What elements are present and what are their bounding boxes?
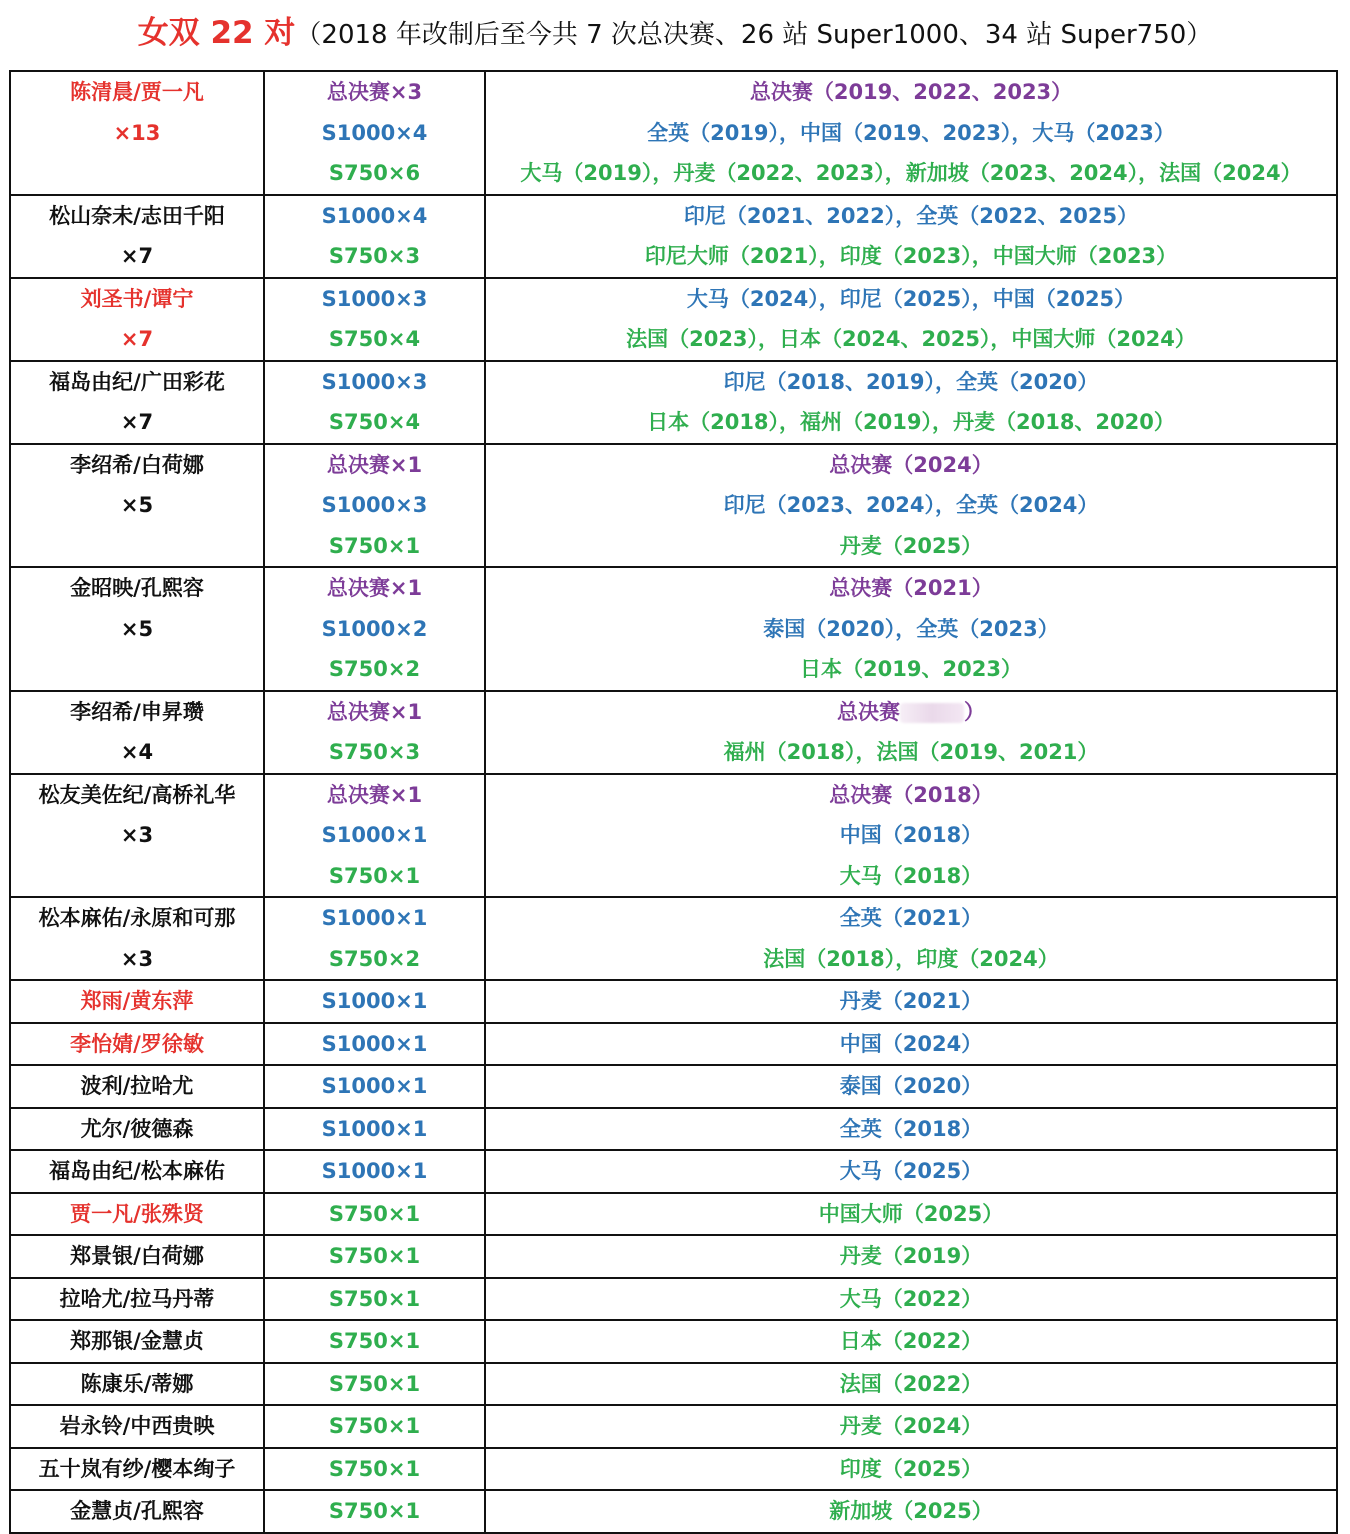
tournament-detail: 日本（2018），福州（2019），丹麦（2018、2020） (647, 410, 1175, 434)
detail-cell (485, 1448, 1337, 1491)
category-label: S750×2 (328, 657, 421, 681)
blurred-watermark (900, 703, 964, 723)
category-label: S750×3 (328, 244, 421, 268)
tournament-detail: 总决赛（2021） (829, 576, 993, 600)
pair-name: 贾一凡/张殊贤 (70, 1201, 204, 1226)
category-label: S1000×1 (321, 906, 428, 930)
category-cell (264, 361, 485, 444)
pair-cell (10, 691, 264, 774)
tournament-detail: 丹麦（2021） (839, 989, 983, 1013)
pair-title-count: ×7 (120, 327, 154, 351)
detail-cell (485, 1363, 1337, 1406)
tournament-detail: 印尼（2018、2019），全英（2020） (723, 369, 1099, 394)
pair-title-count: ×7 (120, 410, 154, 434)
category-label: S750×1 (328, 1286, 421, 1311)
tournament-detail: 丹麦（2025） (839, 533, 983, 558)
category-cell (264, 195, 485, 278)
table-row (10, 278, 1337, 361)
pair-cell (10, 1108, 264, 1151)
pair-name: 松本麻佑/永原和可那 (38, 906, 236, 930)
title-subtitle: （2018 年改制后至今共 7 次总决赛、26 站 Super1000、34 站 Super750） (295, 20, 1213, 50)
detail-cell (485, 444, 1337, 568)
table-row (10, 1023, 1337, 1066)
table-row (10, 567, 1337, 691)
pair-title-count: ×5 (120, 616, 154, 641)
category-cell (264, 774, 485, 898)
pair-name: 松友美佐纪/高桥礼华 (38, 782, 236, 807)
tournament-detail: 总决赛（2024） (829, 452, 993, 477)
tournament-detail: 丹麦（2019） (839, 1244, 983, 1268)
tournament-detail: 大马（2024），印尼（2025），中国（2025） (686, 286, 1136, 311)
pair-name: 郑那银/金慧贞 (70, 1329, 204, 1353)
pair-name: 波利/拉哈尤 (80, 1074, 194, 1098)
pair-name: 福岛由纪/广田彩花 (49, 369, 225, 394)
table-row (10, 1065, 1337, 1108)
pair-title-count: ×4 (120, 740, 154, 764)
category-label: S1000×3 (321, 493, 428, 517)
pair-title-count: ×3 (120, 946, 154, 971)
pair-name: 陈康乐/蒂娜 (80, 1371, 194, 1396)
tournament-detail: 日本（2022） (839, 1329, 983, 1353)
pair-name: 五十岚有纱/樱本绚子 (38, 1456, 236, 1481)
category-cell (264, 1193, 485, 1236)
pair-cell (10, 774, 264, 898)
pair-cell (10, 1363, 264, 1406)
category-label: S750×1 (328, 1414, 421, 1438)
detail-cell (485, 195, 1337, 278)
pair-cell (10, 897, 264, 980)
table-row (10, 691, 1337, 774)
detail-cell (485, 1193, 1337, 1236)
category-cell (264, 1320, 485, 1363)
detail-cell (485, 980, 1337, 1023)
detail-cell (485, 71, 1337, 195)
pair-name: 陈清晨/贾一凡 (70, 80, 204, 104)
detail-cell (485, 1023, 1337, 1066)
table-row (10, 774, 1337, 898)
category-label: S1000×3 (321, 369, 428, 394)
pair-cell (10, 444, 264, 568)
pair-name: 李怡婧/罗徐敏 (70, 1031, 204, 1056)
tournament-detail: 全英（2021） (839, 906, 983, 930)
tournament-detail: 中国大师（2025） (818, 1201, 1004, 1226)
pair-title-count: ×13 (113, 120, 161, 145)
pair-name: 金昭映/孔熙容 (70, 576, 204, 600)
category-label: S750×1 (328, 1244, 421, 1268)
table-row (10, 361, 1337, 444)
detail-text-end: ） (964, 699, 985, 724)
category-label: S1000×3 (321, 286, 428, 311)
pair-title-count: ×3 (120, 823, 154, 847)
category-cell (264, 1448, 485, 1491)
tournament-detail: 全英（2019），中国（2019、2023），大马（2023） (647, 120, 1175, 145)
pair-name: 金慧贞/孔熙容 (70, 1499, 204, 1523)
category-label: S1000×1 (321, 989, 428, 1013)
table-row (10, 1490, 1337, 1533)
pair-name: 松山奈未/志田千阳 (49, 203, 225, 228)
detail-cell (485, 897, 1337, 980)
table-row (10, 71, 1337, 195)
pair-name: 尤尔/彼德森 (80, 1116, 194, 1141)
category-label: 总决赛×1 (326, 782, 423, 807)
table-row (10, 897, 1337, 980)
category-label: S1000×4 (321, 120, 428, 145)
pair-cell (10, 1023, 264, 1066)
detail-cell (485, 278, 1337, 361)
table-body (10, 71, 1337, 1533)
table-row (10, 1278, 1337, 1321)
page-title (0, 0, 1350, 70)
category-label: S750×1 (328, 533, 421, 558)
table-row (10, 1235, 1337, 1278)
detail-cell (485, 1320, 1337, 1363)
category-cell (264, 691, 485, 774)
pair-name: 李绍希/申昇瓒 (70, 699, 204, 724)
tournament-detail (486, 692, 1336, 733)
pair-cell (10, 1235, 264, 1278)
table-row (10, 195, 1337, 278)
category-label: 总决赛×1 (326, 576, 423, 600)
tournament-detail: 法国（2022） (839, 1371, 983, 1396)
tournament-detail: 法国（2018），印度（2024） (763, 946, 1059, 971)
table-row (10, 1320, 1337, 1363)
table-row (10, 1363, 1337, 1406)
category-label: S1000×1 (321, 823, 428, 847)
pair-cell (10, 567, 264, 691)
category-label: S1000×1 (321, 1159, 428, 1183)
category-label: S750×6 (328, 161, 421, 185)
tournament-detail: 全英（2018） (839, 1116, 983, 1141)
pair-cell (10, 278, 264, 361)
category-label: S1000×4 (321, 203, 428, 228)
tournament-detail: 新加坡（2025） (829, 1499, 993, 1523)
category-label: 总决赛×1 (326, 699, 423, 724)
detail-cell (485, 1150, 1337, 1193)
tournament-detail: 印度（2025） (839, 1456, 983, 1481)
category-label: S750×1 (328, 1201, 421, 1226)
category-cell (264, 567, 485, 691)
tournament-detail: 大马（2018） (839, 863, 983, 888)
detail-cell (485, 1405, 1337, 1448)
category-cell (264, 897, 485, 980)
tournament-detail: 丹麦（2024） (839, 1414, 983, 1438)
category-cell (264, 278, 485, 361)
category-cell (264, 1405, 485, 1448)
pair-cell (10, 195, 264, 278)
detail-cell (485, 774, 1337, 898)
detail-cell (485, 1235, 1337, 1278)
tournament-detail: 总决赛（2018） (829, 782, 993, 807)
pair-name: 郑雨/黄东萍 (80, 989, 194, 1013)
title-main: 女双 22 对 (137, 15, 296, 51)
category-label: S750×1 (328, 863, 421, 888)
pair-cell (10, 1065, 264, 1108)
tournament-detail: 法国（2023），日本（2024、2025），中国大师（2024） (626, 327, 1196, 351)
category-cell (264, 1278, 485, 1321)
tournament-detail: 中国（2018） (839, 823, 983, 847)
pair-name: 拉哈尤/拉马丹蒂 (59, 1286, 215, 1311)
table-row (10, 444, 1337, 568)
category-label: S750×1 (328, 1456, 421, 1481)
tournament-detail: 泰国（2020），全英（2023） (763, 616, 1059, 641)
category-label: S1000×1 (321, 1031, 428, 1056)
tournament-detail: 中国（2024） (839, 1031, 983, 1056)
category-cell (264, 1363, 485, 1406)
pair-title-count: ×7 (120, 244, 154, 268)
category-label: S1000×2 (321, 616, 428, 641)
titles-table (9, 70, 1338, 1534)
pair-cell (10, 1320, 264, 1363)
detail-cell (485, 691, 1337, 774)
detail-cell (485, 1490, 1337, 1533)
tournament-detail: 泰国（2020） (839, 1074, 983, 1098)
table-row (10, 1108, 1337, 1151)
table-row (10, 980, 1337, 1023)
category-label: S750×4 (328, 410, 421, 434)
category-label: S1000×1 (321, 1116, 428, 1141)
tournament-detail: 印尼（2021、2022），全英（2022、2025） (683, 203, 1139, 228)
pair-cell (10, 361, 264, 444)
pair-cell (10, 1193, 264, 1236)
detail-text: 总决赛 (837, 699, 900, 724)
tournament-detail: 福州（2018），法国（2019、2021） (723, 740, 1099, 764)
table-row (10, 1405, 1337, 1448)
category-label: S1000×1 (321, 1074, 428, 1098)
category-label: S750×2 (328, 946, 421, 971)
pair-cell (10, 980, 264, 1023)
pair-cell (10, 71, 264, 195)
pair-title-count: ×5 (120, 493, 154, 517)
tournament-detail: 日本（2019、2023） (800, 657, 1022, 681)
category-label: S750×1 (328, 1329, 421, 1353)
tournament-detail: 大马（2019），丹麦（2022、2023），新加坡（2023、2024），法国（2024） (520, 161, 1302, 185)
category-cell (264, 444, 485, 568)
detail-cell (485, 1108, 1337, 1151)
tournament-detail: 大马（2022） (839, 1286, 983, 1311)
pair-name: 刘圣书/谭宁 (80, 286, 194, 311)
detail-cell (485, 1065, 1337, 1108)
tournament-detail: 印尼（2023、2024），全英（2024） (723, 493, 1099, 517)
pair-cell (10, 1278, 264, 1321)
category-cell (264, 1490, 485, 1533)
table-row (10, 1193, 1337, 1236)
detail-cell (485, 361, 1337, 444)
table-row (10, 1448, 1337, 1491)
category-cell (264, 1023, 485, 1066)
category-cell (264, 980, 485, 1023)
category-cell (264, 1108, 485, 1151)
pair-cell (10, 1448, 264, 1491)
pair-name: 郑景银/白荷娜 (70, 1244, 204, 1268)
category-label: S750×4 (328, 327, 421, 351)
category-label: S750×3 (328, 740, 421, 764)
tournament-detail: 印尼大师（2021），印度（2023），中国大师（2023） (644, 244, 1178, 268)
pair-name: 福岛由纪/松本麻佑 (49, 1159, 225, 1183)
detail-cell (485, 1278, 1337, 1321)
tournament-detail: 总决赛（2019、2022、2023） (749, 80, 1073, 104)
category-cell (264, 1235, 485, 1278)
pair-cell (10, 1150, 264, 1193)
pair-cell (10, 1490, 264, 1533)
pair-name: 岩永铃/中西贵映 (59, 1414, 215, 1438)
category-cell (264, 71, 485, 195)
category-label: 总决赛×1 (326, 452, 423, 477)
pair-name: 李绍希/白荷娜 (70, 452, 204, 477)
tournament-detail: 大马（2025） (839, 1159, 983, 1183)
category-label: S750×1 (328, 1499, 421, 1523)
category-label: 总决赛×3 (326, 80, 423, 104)
category-cell (264, 1150, 485, 1193)
category-label: S750×1 (328, 1371, 421, 1396)
table-row (10, 1150, 1337, 1193)
pair-cell (10, 1405, 264, 1448)
category-cell (264, 1065, 485, 1108)
detail-cell (485, 567, 1337, 691)
